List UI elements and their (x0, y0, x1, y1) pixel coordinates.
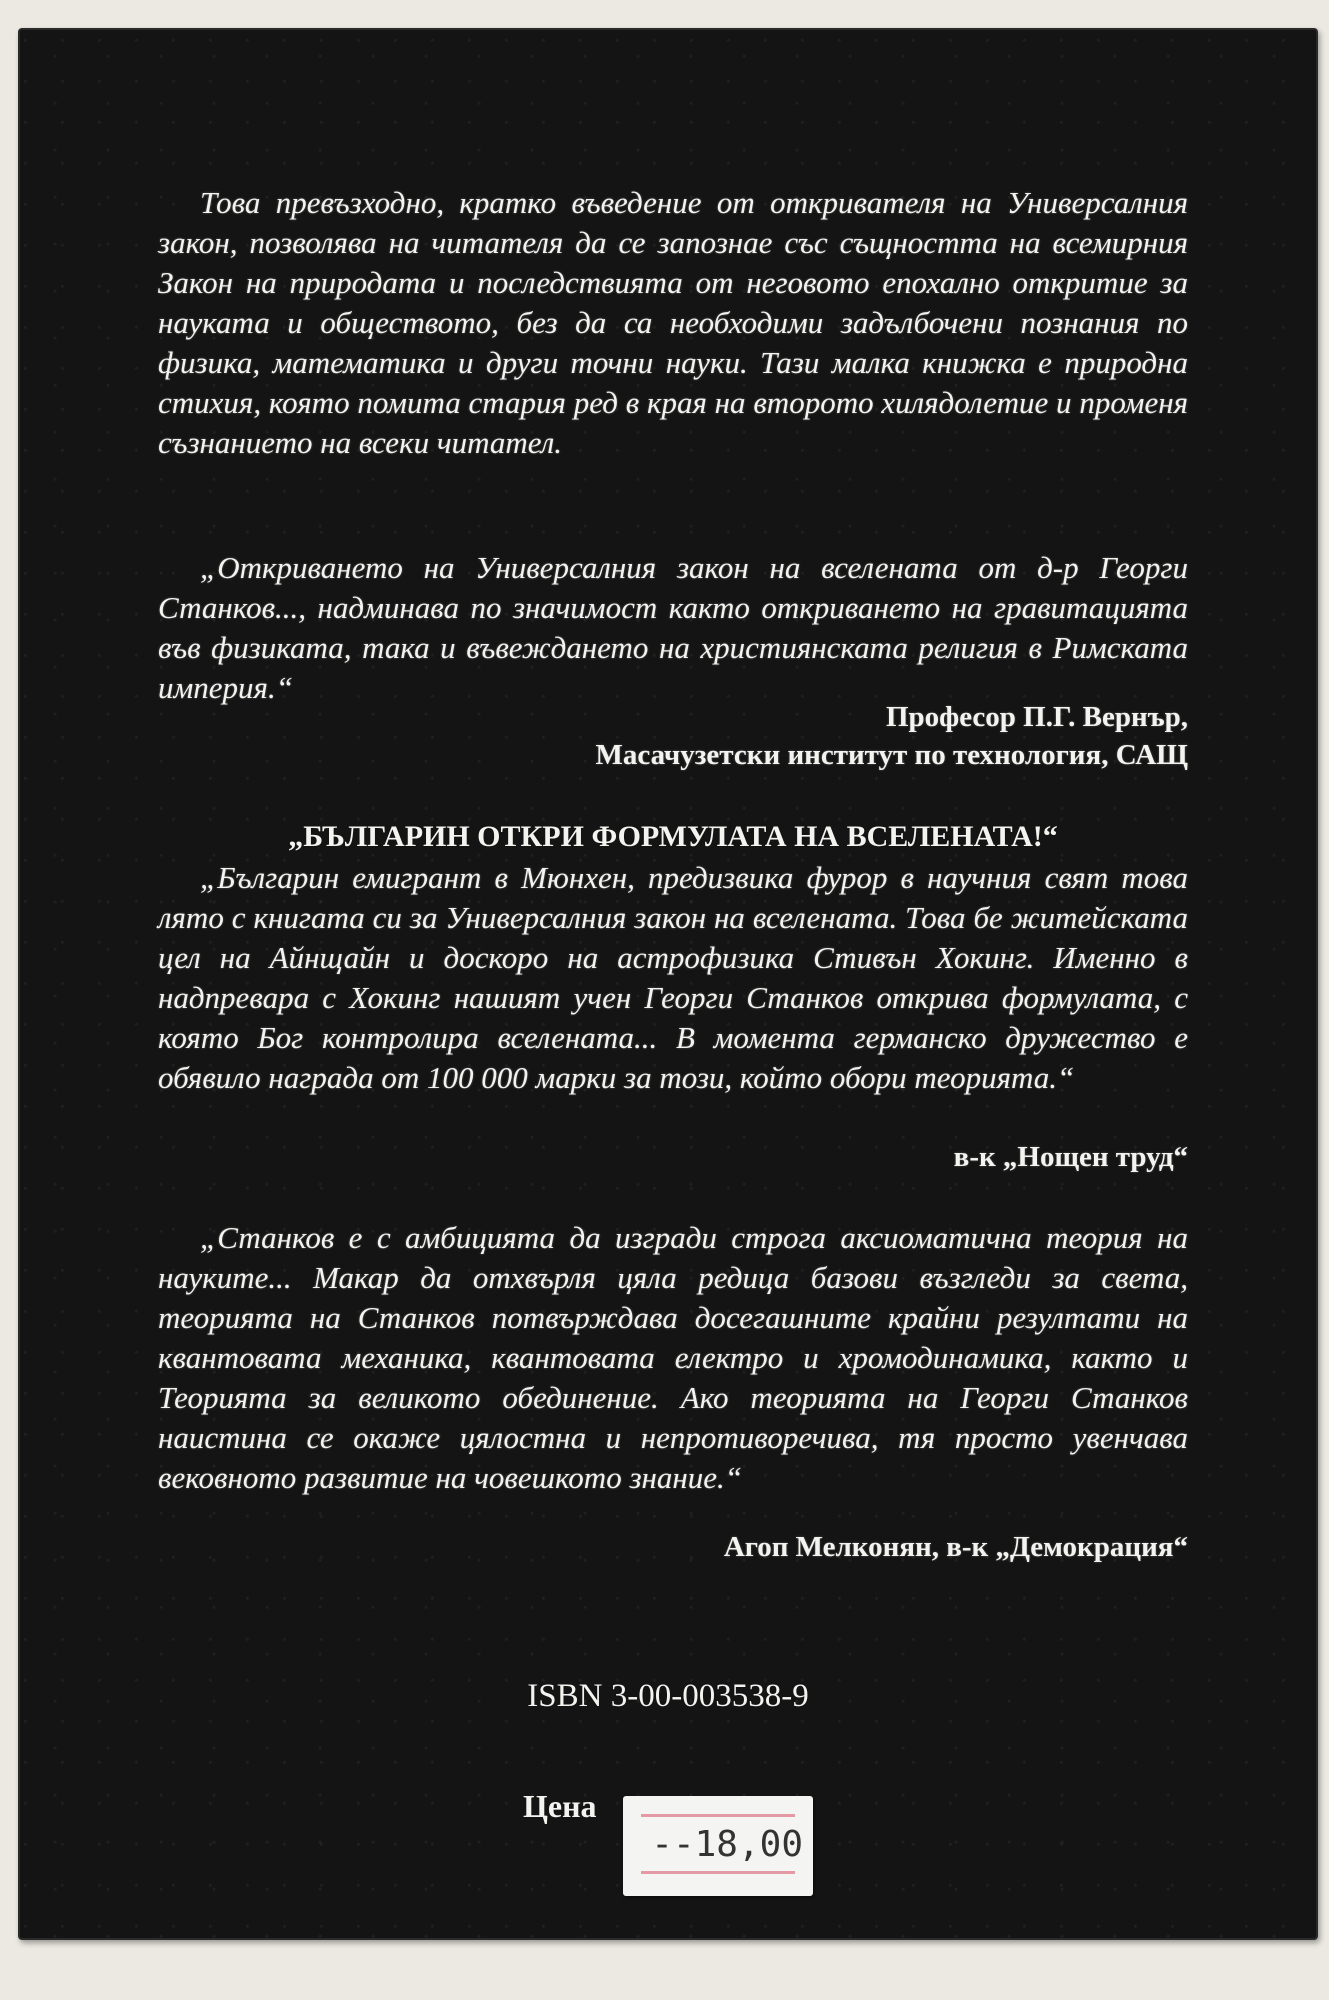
sticker-price: --18,00 (651, 1824, 803, 1865)
sticker-line-bottom (641, 1871, 795, 1874)
intro-paragraph: Това превъзходно, кратко въведение от откривателя на Универсалния закон, позволява на читателя да се запознае със същността на всемирния Закон на природата и последствията от неговото епохално откритие за науката и обществото, без да са необходими задълбочени познания по физика, математика и други точни науки. Тази малка книжка е природна стихия, която помита стария ред в края на второто хилядолетие и променя съзнанието на всеки читател. (158, 185, 1188, 460)
quote-nosht-trud-source: в-к „Нощен труд“ (953, 1141, 1188, 1173)
quote-verner-author: Професор П.Г. Вернър, (885, 701, 1188, 733)
price-label: Цена (523, 1788, 597, 1824)
isbn: ISBN 3-00-003538-9 (527, 1678, 809, 1714)
price-sticker (623, 1796, 813, 1896)
book-back-cover (18, 28, 1318, 1940)
quote-melkonyan-text: „Станков е с амбицията да изгради строга аксиоматична теория на науките... Макар да отхвърля цяла редица базови възгледи за света, теорията на Станков потвърждава досегашните крайни резултати на квантовата механика, квантовата електро и хромодинамика, както и Теорията за великото обединение. Ако теорията на Георги Станков наистина се окаже цялостна и непротиворечива, тя просто увенчава вековното развитие на човешкото знание.“ (158, 1220, 1188, 1495)
sticker-line-top (641, 1814, 795, 1817)
quote-nosht-trud-text: „Българин емигрант в Мюнхен, предизвика фурор в научния свят това лято с книгата си за Универсалния закон на вселената. Това бе житейската цел на Айнщайн и доскоро на астрофизика Стивън Хокинг. Именно в надпревара с Хокинг нашият учен Георги Станков открива формулата, с която Бог контролира вселената... В момента германско дружество е обявило награда от 100 000 марки за този, който обори теорията.“ (158, 860, 1188, 1095)
newspaper-headline: „БЪЛГАРИН ОТКРИ ФОРМУЛАТА НА ВСЕЛЕНАТА!“ (288, 820, 1058, 853)
quote-verner-text: „Откриването на Универсалния закон на вселената от д-р Георги Станков..., надминава по значимост както откриването на гравитацията във физиката, така и въвеждането на християнската религия в Римската империя.“ (158, 550, 1188, 705)
quote-melkonyan-source: Агоп Мелконян, в-к „Демокрация“ (723, 1531, 1188, 1563)
quote-verner-affiliation: Масачузетски институт по технология, САЩ (595, 739, 1188, 771)
